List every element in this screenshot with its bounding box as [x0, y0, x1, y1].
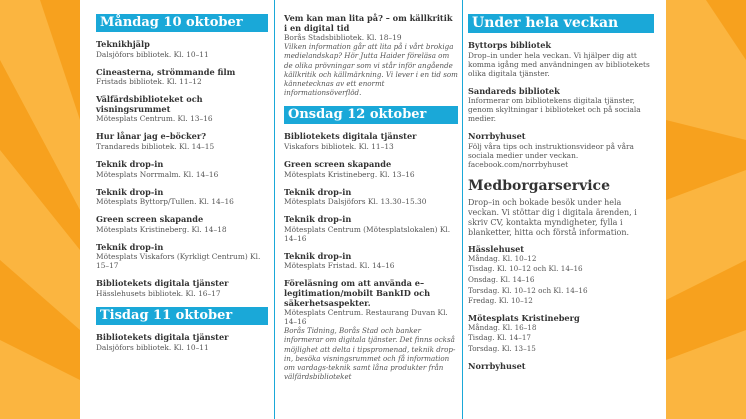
event-title: Hur lånar jag e–böcker?: [96, 131, 206, 142]
event-location: Dalsjöfors bibliotek. Kl. 10–11: [96, 342, 209, 352]
event-location: Mötesplats Kristineberg. Kl. 13–16: [284, 169, 415, 179]
event-item: [284, 132, 458, 151]
event-title: Teknikhjälp: [96, 39, 150, 49]
event-title: Cineasterna, strömmande film: [96, 66, 236, 77]
event-location: Mötesplats Byttorp/Tullen. Kl. 14–16: [96, 197, 234, 207]
citizen-service-heading: Medborgarservice: [468, 177, 610, 194]
event-title: Teknik drop-in: [284, 186, 352, 197]
column-divider: [274, 0, 275, 419]
column-divider: [462, 0, 463, 419]
event-description: Borås Tidning, Borås Stad och banker informerar om digitala tjänster. Det finns också möjlighet att delta i tipspromenad, teknik drop-in, besöka visningsrummet och få information om vardags-teknik samt låna produkter från välfärdsbiblioteket: [284, 326, 456, 382]
event-item: [284, 215, 458, 243]
column-wednesday: [284, 14, 458, 390]
event-location: Mötesplats Centrum. Kl. 13–16: [96, 114, 213, 124]
event-item: [96, 132, 268, 151]
event-title: Teknik drop-in: [284, 214, 352, 225]
event-item: [96, 188, 268, 207]
event-item: [284, 252, 458, 271]
event-title: Bibliotekets digitala tjänster: [96, 278, 229, 289]
event-title: Teknik drop-in: [284, 250, 352, 261]
event-location: Informerar om bibliotekens digitala tjänster, genom skyltningar i biblioteket och på sociala medier.: [468, 96, 641, 124]
day-heading-whole-week: Under hela veckan: [468, 14, 654, 33]
event-title: Välfärdsbiblioteket och visningsrummet: [96, 94, 203, 114]
event-location: Mötesplats Fristad. Kl. 14–16: [284, 261, 395, 271]
event-title: Vem kan man lita på? – om källkritik i en digital tid: [284, 13, 453, 33]
event-item: [468, 87, 654, 124]
event-item: [96, 95, 268, 123]
event-title: Föreläsning om att använda e–legitimation/mobilt BankID och säkerhetsaspekter.: [284, 278, 431, 308]
event-title: Byttorps bibliotek: [468, 40, 552, 50]
event-title: Teknik drop-in: [96, 241, 164, 252]
program-page: [80, 0, 666, 419]
event-location: Hässlehusets bibliotek. Kl. 16–17: [96, 288, 221, 298]
event-location: Mötesplats Centrum (Mötesplatslokalen) Kl. 14–16: [284, 224, 451, 243]
event-item: [96, 333, 268, 352]
opening-hours: Onsdag. Kl. 14–16: [468, 274, 535, 284]
day-heading-monday: Måndag 10 oktober: [96, 14, 268, 32]
opening-hours: Måndag. Kl. 10–12: [468, 253, 537, 263]
column-whole-week: [468, 14, 654, 371]
opening-hours: Tisdag. Kl. 14–17: [468, 333, 531, 343]
event-item: [96, 40, 268, 59]
column-monday-tuesday: [96, 14, 268, 361]
day-heading-tuesday: Tisdag 11 oktober: [96, 307, 268, 325]
event-title: Teknik drop-in: [96, 186, 164, 197]
event-location: Borås Stadsbibliotek. Kl. 18–19: [284, 33, 402, 43]
event-item: [284, 188, 458, 207]
event-location: Mötesplats Viskafors (Kyrkligt Centrum) Kl. 15–17: [96, 252, 261, 271]
event-location: Följ våra tips och instruktionsvideor på våra sociala medier under veckan. facebook.com/norrbyhuset: [468, 141, 634, 169]
event-location: Trandareds bibliotek. Kl. 14–15: [96, 141, 215, 151]
service-place-name: Hässlehuset: [468, 243, 525, 254]
opening-hours: Måndag. Kl. 16–18: [468, 322, 537, 332]
event-description: Vilken information går att lita på i vårt brokiga medielandskap? Hör Jutta Haider föreläsa om de olika prövningar som vi står inför angående källkritik och källmärkning. Vi lever i en tid som kännetecknas av ett enormt informationsöverflöd.: [284, 42, 458, 98]
event-location: Mötesplats Kristineberg. Kl. 14–18: [96, 224, 227, 234]
day-heading-wednesday: Onsdag 12 oktober: [284, 106, 458, 124]
event-title: Bibliotekets digitala tjänster: [284, 131, 417, 142]
event-item: [468, 132, 654, 169]
event-location: Mötesplats Dalsjöfors Kl. 13.30–15.30: [284, 197, 427, 207]
event-item: [284, 160, 458, 179]
event-item: [96, 279, 268, 298]
event-item: [96, 160, 268, 179]
event-item: [284, 14, 458, 97]
event-location: Fristads bibliotek. Kl. 11–12: [96, 77, 202, 87]
event-location: Mötesplats Norrmalm. Kl. 14–16: [96, 169, 219, 179]
event-title: Bibliotekets digitala tjänster: [96, 331, 229, 342]
opening-hours: Torsdag. Kl. 13–15: [468, 343, 536, 353]
service-place-name: Mötesplats Kristineberg: [468, 312, 580, 323]
event-title: Norrbyhuset: [468, 131, 526, 142]
service-place-name: Norrbyhuset: [468, 360, 526, 371]
event-item: [96, 68, 268, 87]
event-item: [96, 243, 268, 271]
event-title: Green screen skapande: [284, 159, 392, 169]
opening-hours: Tisdag. Kl. 10–12 och Kl. 14–16: [468, 264, 583, 274]
event-location: Mötesplats Centrum. Restaurang Duvan Kl. 14–16: [284, 308, 448, 327]
event-item: [284, 279, 458, 381]
event-item: [96, 215, 268, 234]
opening-hours: Fredag. Kl. 10–12: [468, 296, 533, 306]
event-location: Dalsjöfors bibliotek. Kl. 10–11: [96, 49, 209, 59]
event-location: Drop–in under hela veckan. Vi hjälper dig att komma igång med användningen av bibliotekets olika digitala tjänster.: [468, 50, 650, 78]
event-location: Viskafors bibliotek. Kl. 11–13: [284, 142, 394, 151]
citizen-service-intro: Drop–in och bokade besök under hela veckan. Vi stöttar dig i digitala ärenden, i skriv CV, kontakta myndigheter, fylla i blanketter, hitta och förstå information.: [468, 197, 637, 237]
event-title: Green screen skapande: [96, 214, 204, 225]
event-title: Sandareds bibliotek: [468, 85, 560, 96]
opening-hours: Torsdag. Kl. 10–12 och Kl. 14–16: [468, 285, 588, 295]
event-item: [468, 41, 654, 78]
event-title: Teknik drop-in: [96, 158, 164, 169]
